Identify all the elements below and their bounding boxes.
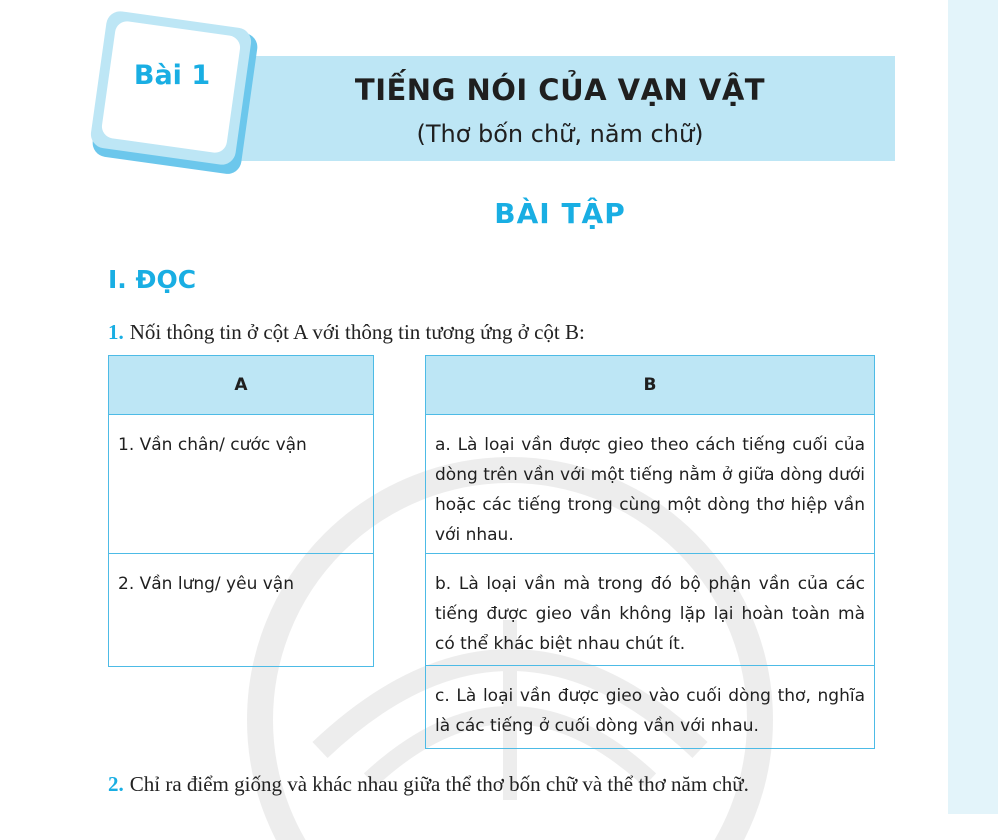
table-header-a: A [109,356,373,415]
question-number: 1. [108,320,124,344]
table-cell: 1. Vần chân/ cước vận [118,435,307,455]
table-cell: 2. Vần lưng/ yêu vận [118,574,294,594]
lesson-title: TIẾNG NÓI CỦA VẠN VẬT [354,73,766,107]
question-2 [108,772,749,797]
question-text: Nối thông tin ở cột A với thông tin tương ứng ở cột B: [129,320,585,344]
question-1 [108,320,585,345]
table-column-b [425,355,875,749]
table-header-b: B [426,356,874,415]
side-strip [948,0,998,814]
table-row [426,667,874,747]
table-cell: b. Là loại vần mà trong đó bộ phận vần của các tiếng được gieo vần không lặp lại hoàn toàn mà có thể khác biệt nhau chút ít. [435,574,865,654]
section-heading: I. ĐỌC [108,265,197,294]
table-column-a [108,355,374,667]
table-row [109,555,373,665]
table-row [426,416,874,554]
exercise-heading: BÀI TẬP [494,197,626,230]
question-number: 2. [108,772,124,796]
question-text: Chỉ ra điểm giống và khác nhau giữa thể thơ bốn chữ và thể thơ năm chữ. [129,772,749,796]
lesson-number: Bài 1 [133,60,211,91]
table-cell: a. Là loại vần được gieo theo cách tiếng cuối của dòng trên vần với một tiếng nằm ở giữa dòng dưới hoặc các tiếng trong cùng một dòng thơ hiệp vần với nhau. [435,435,865,545]
table-row [109,416,373,554]
table-row [426,555,874,666]
table-cell: c. Là loại vần được gieo vào cuối dòng thơ, nghĩa là các tiếng ở cuối dòng vần với nhau. [435,686,865,736]
lesson-subtitle: (Thơ bốn chữ, năm chữ) [416,120,704,148]
